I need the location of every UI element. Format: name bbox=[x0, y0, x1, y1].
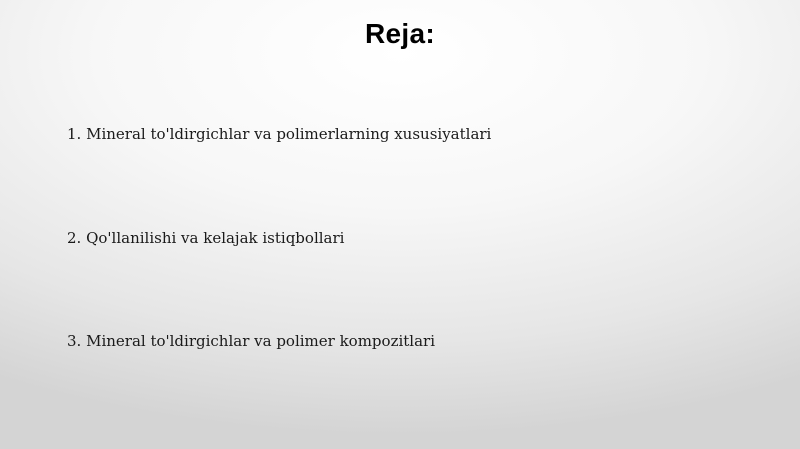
slide-title: Reja: bbox=[365, 18, 435, 49]
plan-item-1: 1. Mineral to'ldirgichlar va polimerlarning xususiyatlari bbox=[67, 125, 492, 143]
plan-item-2: 2. Qo'llanilishi va kelajak istiqbollari bbox=[67, 229, 345, 247]
plan-item-3: 3. Mineral to'ldirgichlar va polimer kompozitlari bbox=[67, 332, 436, 350]
